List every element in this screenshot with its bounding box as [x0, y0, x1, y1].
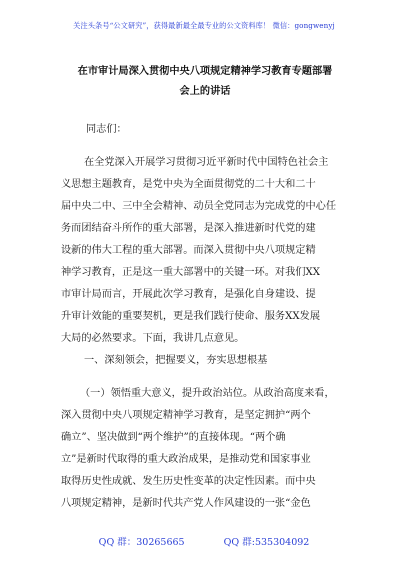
- p1-line: 在全党深入开展学习贯彻习近平新时代中国特色社会主: [84, 157, 329, 168]
- p2-line: 立”是新时代取得的重大政治成果，是推动党和国家事业: [61, 454, 311, 465]
- p1-line: 大局的必然要求。下面，我讲几点意见。: [61, 333, 245, 344]
- section-1-heading-text: 一、深刻领会，把握要义，夯实思想根基: [84, 355, 268, 366]
- document-title-line-1: 在市审计局深入贯彻中央八项规定精神学习教育专题部署: [77, 66, 333, 77]
- p2-line: 取得历史性成就、发生历史性变革的决定性因素。而中央: [61, 476, 316, 487]
- p1-line: 义思想主题教育，是党中央为全面贯彻党的二十大和二十: [61, 179, 316, 190]
- header-banner: 关注头条号“公文研究”，获得最新最全最专业的公文资料库！ 微信：gongwenyj: [73, 21, 335, 30]
- footer-qq-group-1: QQ 群：30265665: [98, 537, 185, 548]
- footer-qq-group-2: QQ 群:535304092: [223, 537, 310, 548]
- p2-line: 深入贯彻中央八项规定精神学习教育，是坚定拥护“两个: [61, 410, 311, 421]
- p1-line: 升审计效能的重要契机，更是我们践行使命、服务XX发展: [61, 311, 321, 322]
- footer-contact: [0, 534, 408, 548]
- p2-line: （一）领悟重大意义，提升政治站位。从政治高度来看，: [80, 388, 335, 399]
- p2-line: 确立”、坚决做到“两个维护”的直接体现。“两个确: [61, 432, 286, 443]
- p2-line: 八项规定精神，是新时代共产党人作风建设的一张“金色: [61, 498, 311, 509]
- p1-line: 务而团结奋斗所作的重大部署，是深入推进新时代党的建: [61, 223, 316, 234]
- p1-line: 神学习教育，正是这一重大部署中的关键一环。对我们XX: [61, 267, 321, 278]
- p1-line: 届中央二中、三中全会精神、动员全党同志为完成党的中心任: [61, 201, 337, 212]
- p1-line: 设新的伟大工程的重大部署。而深入贯彻中央八项规定精: [61, 245, 316, 256]
- salutation-text: 同志们：: [86, 124, 127, 135]
- p1-line: 市审计局而言，开展此次学习教育，是强化自身建设、提: [61, 289, 316, 300]
- document-title-line-2: 会上的讲话: [179, 86, 231, 97]
